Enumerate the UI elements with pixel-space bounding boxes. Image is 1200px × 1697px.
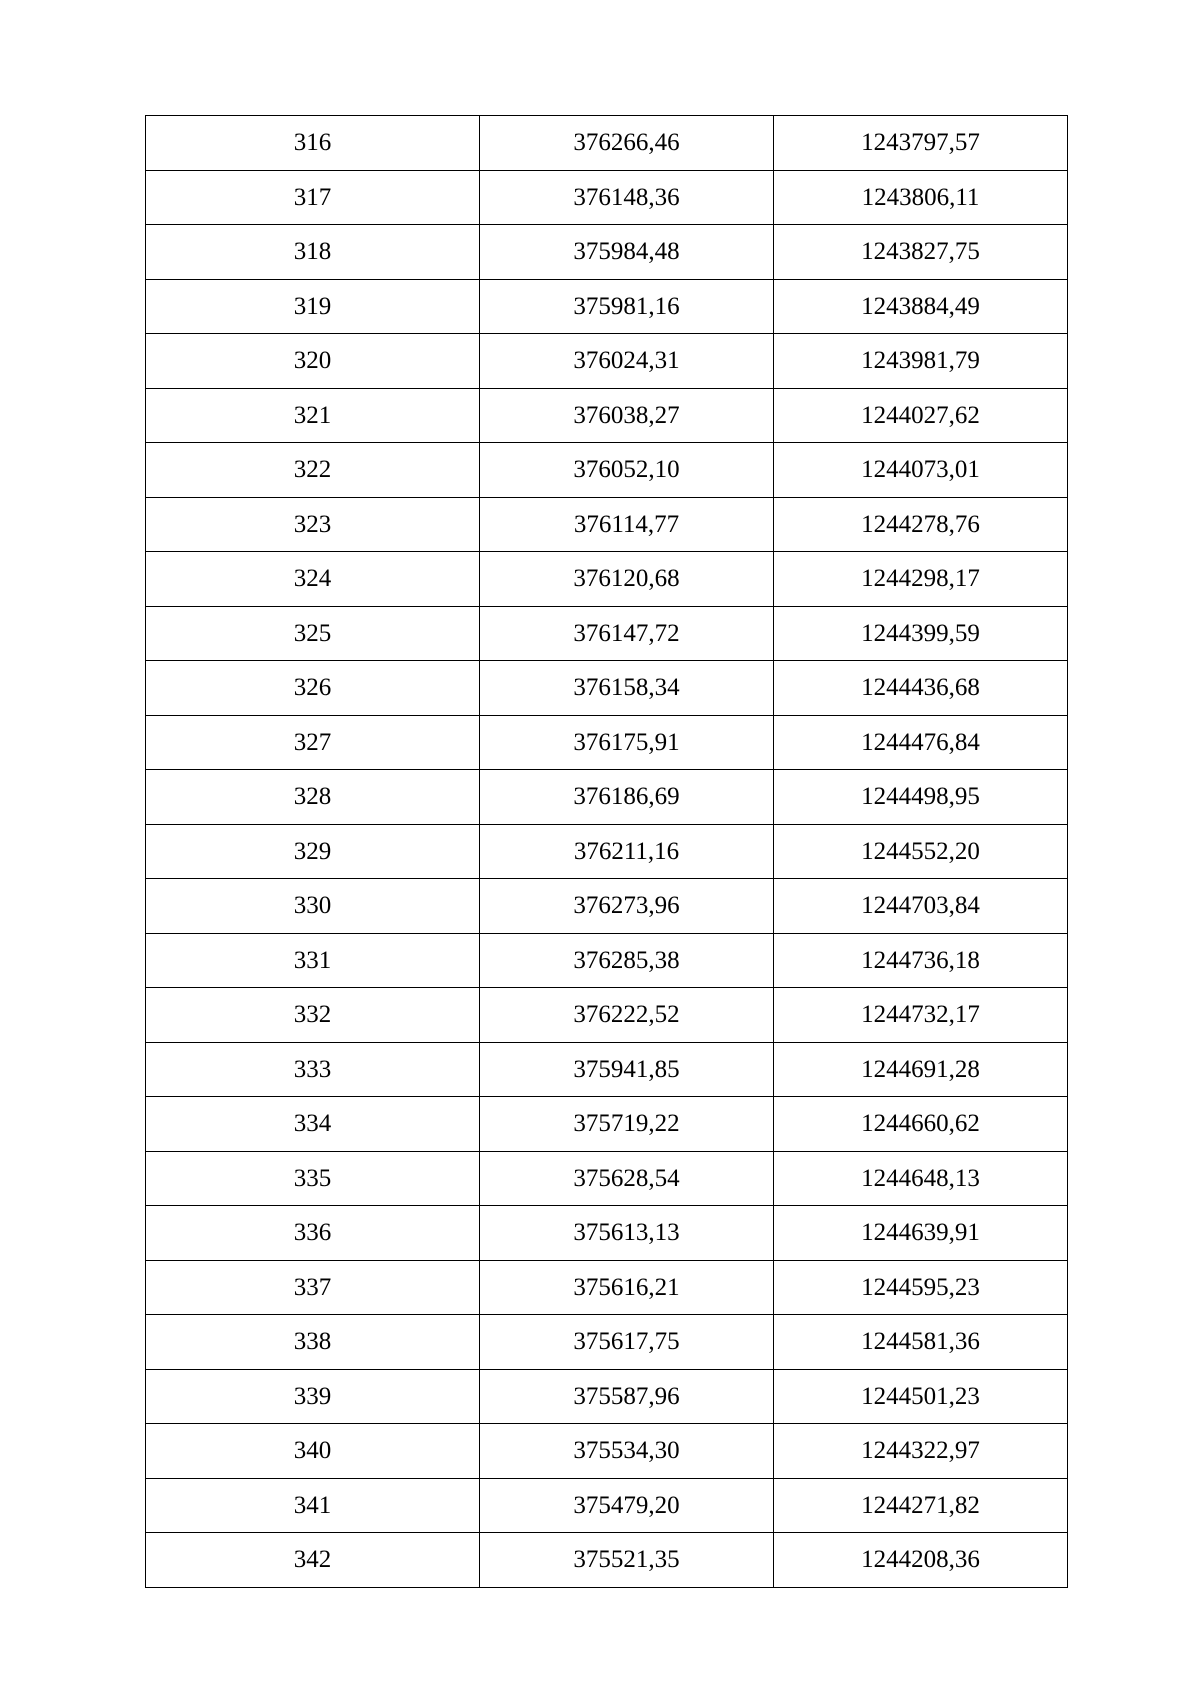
point-number-cell: 323 [146, 497, 480, 552]
y-coordinate-cell: 1244595,23 [774, 1260, 1068, 1315]
x-coordinate-cell: 375616,21 [480, 1260, 774, 1315]
point-number-cell: 330 [146, 879, 480, 934]
table-row [146, 1533, 1068, 1588]
table-row [146, 1206, 1068, 1261]
y-coordinate-cell: 1244278,76 [774, 497, 1068, 552]
table-row [146, 279, 1068, 334]
y-coordinate-cell: 1244552,20 [774, 824, 1068, 879]
point-number-cell: 322 [146, 443, 480, 498]
point-number-cell: 342 [146, 1533, 480, 1588]
y-coordinate-cell: 1243884,49 [774, 279, 1068, 334]
x-coordinate-cell: 376114,77 [480, 497, 774, 552]
y-coordinate-cell: 1244476,84 [774, 715, 1068, 770]
table-row [146, 1042, 1068, 1097]
x-coordinate-cell: 375628,54 [480, 1151, 774, 1206]
y-coordinate-cell: 1244399,59 [774, 606, 1068, 661]
x-coordinate-cell: 376186,69 [480, 770, 774, 825]
y-coordinate-cell: 1244501,23 [774, 1369, 1068, 1424]
point-number-cell: 329 [146, 824, 480, 879]
table-row [146, 715, 1068, 770]
table-row [146, 1424, 1068, 1479]
point-number-cell: 317 [146, 170, 480, 225]
x-coordinate-cell: 375587,96 [480, 1369, 774, 1424]
coordinates-table-body [146, 116, 1068, 1588]
table-row [146, 770, 1068, 825]
y-coordinate-cell: 1244322,97 [774, 1424, 1068, 1479]
table-row [146, 824, 1068, 879]
point-number-cell: 335 [146, 1151, 480, 1206]
x-coordinate-cell: 376273,96 [480, 879, 774, 934]
point-number-cell: 339 [146, 1369, 480, 1424]
x-coordinate-cell: 375984,48 [480, 225, 774, 280]
table-row [146, 988, 1068, 1043]
y-coordinate-cell: 1243981,79 [774, 334, 1068, 389]
coordinates-table [145, 115, 1068, 1588]
table-row [146, 661, 1068, 716]
point-number-cell: 316 [146, 116, 480, 171]
x-coordinate-cell: 376147,72 [480, 606, 774, 661]
point-number-cell: 318 [146, 225, 480, 280]
table-row [146, 1151, 1068, 1206]
y-coordinate-cell: 1243827,75 [774, 225, 1068, 280]
table-row [146, 552, 1068, 607]
point-number-cell: 341 [146, 1478, 480, 1533]
point-number-cell: 338 [146, 1315, 480, 1370]
table-row [146, 933, 1068, 988]
x-coordinate-cell: 376285,38 [480, 933, 774, 988]
point-number-cell: 337 [146, 1260, 480, 1315]
point-number-cell: 326 [146, 661, 480, 716]
x-coordinate-cell: 376222,52 [480, 988, 774, 1043]
y-coordinate-cell: 1244208,36 [774, 1533, 1068, 1588]
x-coordinate-cell: 375521,35 [480, 1533, 774, 1588]
y-coordinate-cell: 1244648,13 [774, 1151, 1068, 1206]
point-number-cell: 324 [146, 552, 480, 607]
x-coordinate-cell: 375617,75 [480, 1315, 774, 1370]
point-number-cell: 320 [146, 334, 480, 389]
y-coordinate-cell: 1243797,57 [774, 116, 1068, 171]
y-coordinate-cell: 1244436,68 [774, 661, 1068, 716]
y-coordinate-cell: 1244736,18 [774, 933, 1068, 988]
y-coordinate-cell: 1244073,01 [774, 443, 1068, 498]
table-row [146, 1369, 1068, 1424]
x-coordinate-cell: 376024,31 [480, 334, 774, 389]
x-coordinate-cell: 375534,30 [480, 1424, 774, 1479]
x-coordinate-cell: 375719,22 [480, 1097, 774, 1152]
point-number-cell: 336 [146, 1206, 480, 1261]
table-row [146, 443, 1068, 498]
table-row [146, 170, 1068, 225]
y-coordinate-cell: 1244732,17 [774, 988, 1068, 1043]
table-row [146, 116, 1068, 171]
y-coordinate-cell: 1243806,11 [774, 170, 1068, 225]
table-row [146, 879, 1068, 934]
y-coordinate-cell: 1244703,84 [774, 879, 1068, 934]
x-coordinate-cell: 376148,36 [480, 170, 774, 225]
y-coordinate-cell: 1244027,62 [774, 388, 1068, 443]
point-number-cell: 332 [146, 988, 480, 1043]
point-number-cell: 333 [146, 1042, 480, 1097]
x-coordinate-cell: 375981,16 [480, 279, 774, 334]
table-row [146, 388, 1068, 443]
point-number-cell: 340 [146, 1424, 480, 1479]
table-row [146, 1478, 1068, 1533]
table-row [146, 1315, 1068, 1370]
table-row [146, 1097, 1068, 1152]
table-row [146, 497, 1068, 552]
point-number-cell: 328 [146, 770, 480, 825]
y-coordinate-cell: 1244498,95 [774, 770, 1068, 825]
y-coordinate-cell: 1244691,28 [774, 1042, 1068, 1097]
x-coordinate-cell: 376158,34 [480, 661, 774, 716]
x-coordinate-cell: 376052,10 [480, 443, 774, 498]
y-coordinate-cell: 1244581,36 [774, 1315, 1068, 1370]
point-number-cell: 319 [146, 279, 480, 334]
point-number-cell: 321 [146, 388, 480, 443]
point-number-cell: 331 [146, 933, 480, 988]
x-coordinate-cell: 376038,27 [480, 388, 774, 443]
y-coordinate-cell: 1244660,62 [774, 1097, 1068, 1152]
x-coordinate-cell: 375613,13 [480, 1206, 774, 1261]
x-coordinate-cell: 376175,91 [480, 715, 774, 770]
y-coordinate-cell: 1244298,17 [774, 552, 1068, 607]
point-number-cell: 325 [146, 606, 480, 661]
x-coordinate-cell: 376266,46 [480, 116, 774, 171]
point-number-cell: 327 [146, 715, 480, 770]
table-row [146, 334, 1068, 389]
x-coordinate-cell: 375479,20 [480, 1478, 774, 1533]
x-coordinate-cell: 376120,68 [480, 552, 774, 607]
x-coordinate-cell: 376211,16 [480, 824, 774, 879]
x-coordinate-cell: 375941,85 [480, 1042, 774, 1097]
table-row [146, 225, 1068, 280]
point-number-cell: 334 [146, 1097, 480, 1152]
y-coordinate-cell: 1244639,91 [774, 1206, 1068, 1261]
y-coordinate-cell: 1244271,82 [774, 1478, 1068, 1533]
table-row [146, 1260, 1068, 1315]
table-row [146, 606, 1068, 661]
